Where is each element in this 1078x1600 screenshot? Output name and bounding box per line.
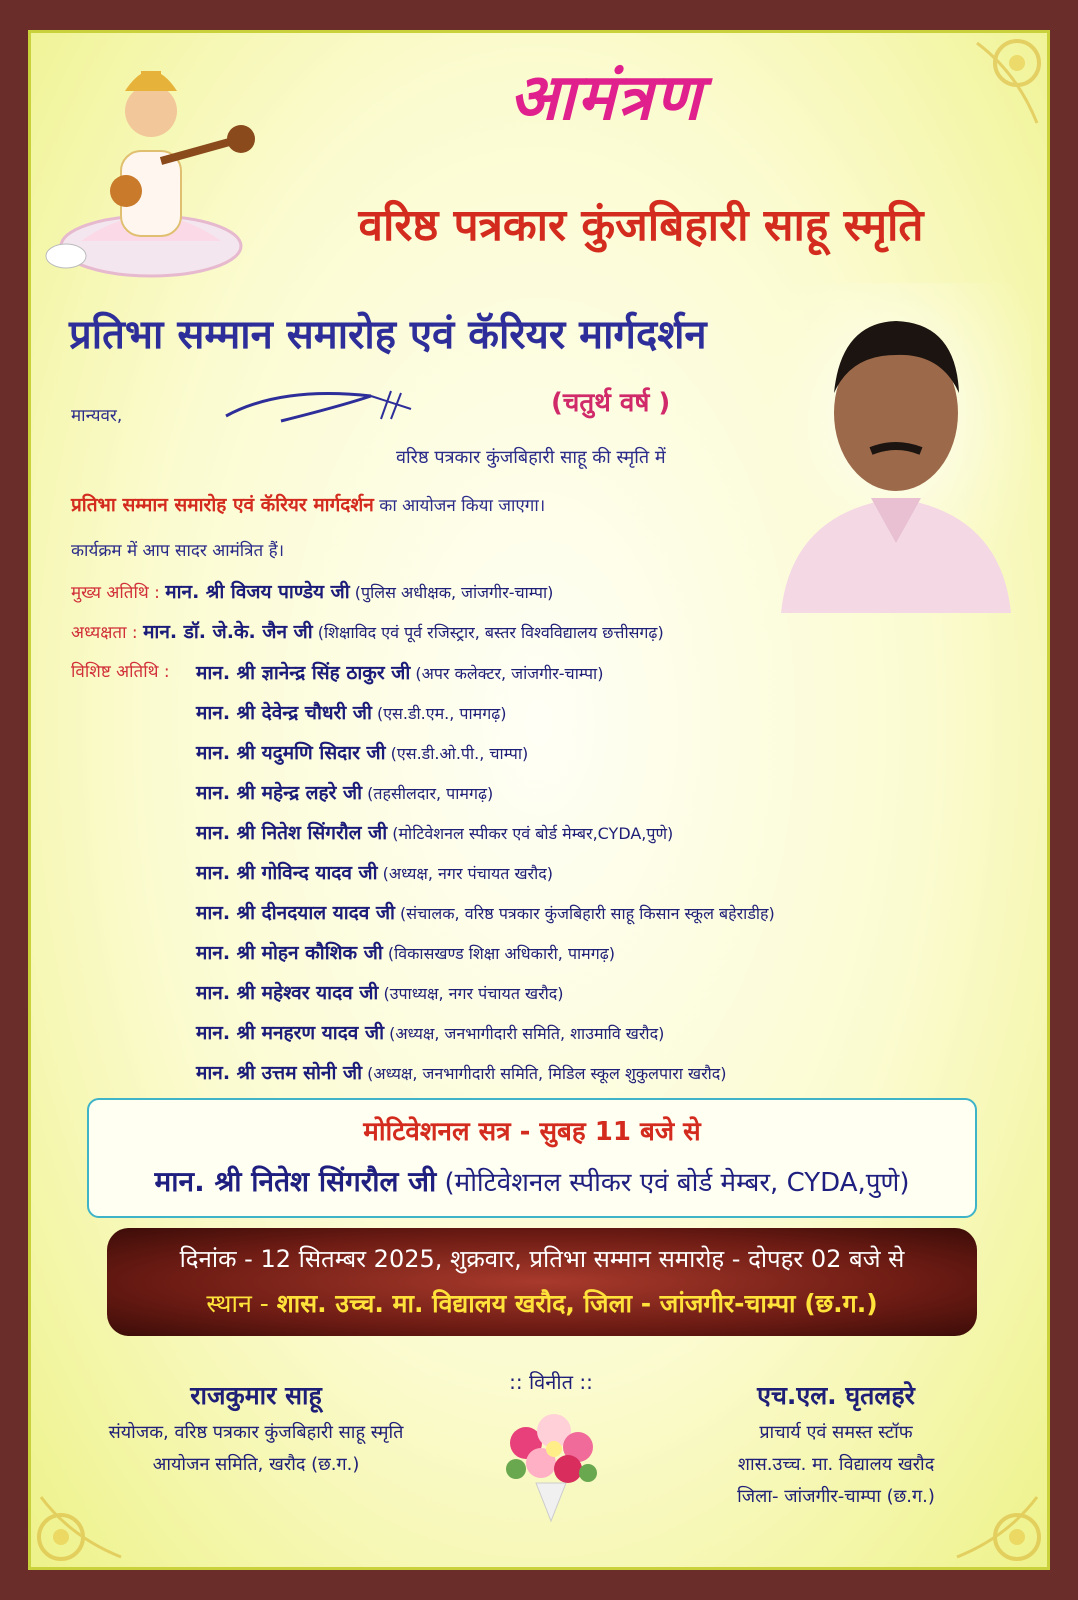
principal-school: शास.उच्च. मा. विद्यालय खरौद [737, 1454, 935, 1475]
footer-organizer [61, 1378, 451, 1476]
guest-desc: (उपाध्यक्ष, नगर पंचायत खरौद) [378, 984, 564, 1003]
special-guest-row [196, 899, 775, 925]
guest-desc: (विकासखण्ड शिक्षा अधिकारी, पामगढ़) [382, 944, 616, 963]
organizer-title: संयोजक, वरिष्ठ पत्रकार कुंजबिहारी साहू स्मृति [108, 1422, 404, 1443]
motivation-session-title: मोटिवेशनल सत्र - सुबह 11 बजे से [363, 1117, 701, 1147]
special-guest-label-text: विशिष्ट अतिथि : [71, 662, 170, 682]
event-heading: प्रतिभा सम्मान समारोह एवं कॅरियर मार्गदर्शन [69, 311, 707, 358]
guest-desc: (संचालक, वरिष्ठ पत्रकार कुंजबिहारी साहू किसान स्कूल बहेराडीह) [394, 904, 775, 923]
principal-district: जिला- जांजगीर-चाम्पा (छ.ग.) [737, 1486, 935, 1507]
guest-desc: (अध्यक्ष, नगर पंचायत खरौद) [377, 864, 553, 883]
guest-name: मान. श्री देवेन्द्र चौधरी जी [196, 702, 372, 724]
organizer-name: राजकुमार साहू [190, 1381, 322, 1410]
presidency-line [71, 618, 664, 644]
guest-desc: (अध्यक्ष, जनभागीदारी समिति, मिडिल स्कूल शुकुलपारा खरौद) [362, 1064, 727, 1083]
guest-name: मान. श्री मनहरण यादव जी [196, 1022, 384, 1044]
motivation-speaker-desc: (मोटिवेशनल स्पीकर एवं बोर्ड मेम्बर, CYDA,पुणे) [436, 1168, 910, 1198]
guest-desc: (मोटिवेशनल स्पीकर एवं बोर्ड मेम्बर,CYDA,पुणे) [387, 824, 674, 843]
footer-principal [671, 1378, 1001, 1508]
vineet-label: :: विनीत :: [509, 1370, 593, 1394]
presidency-desc: (शिक्षाविद एवं पूर्व रजिस्ट्रार, बस्तर विश्वविद्यालय छत्तीसगढ़) [312, 623, 664, 642]
principal-title: प्राचार्य एवं समस्त स्टॉफ [759, 1422, 913, 1443]
salutation: मान्यवर, [71, 406, 123, 426]
special-guest-row [196, 699, 506, 725]
special-guest-row [196, 779, 493, 805]
special-guest-row [196, 739, 528, 765]
guest-desc: (एस.डी.ओ.पी., चाम्पा) [385, 744, 529, 763]
portrait-photo [761, 283, 1031, 613]
guest-desc: (एस.डी.एम., पामगढ़) [371, 704, 507, 723]
chief-guest-line [71, 578, 553, 604]
guest-name: मान. श्री महेन्द्र लहरे जी [196, 782, 363, 804]
special-guest-row [196, 659, 603, 685]
guest-name: मान. श्री मोहन कौशिक जी [196, 942, 383, 964]
special-guest-row [196, 1019, 664, 1045]
motivation-session-box [87, 1098, 977, 1218]
special-guest-label [71, 659, 170, 682]
letter-line-1: वरिष्ठ पत्रकार कुंजबिहारी साहू की स्मृति में [396, 447, 666, 468]
event-name-highlight: प्रतिभा सम्मान समारोह एवं कॅरियर मार्गदर्शन [71, 494, 374, 516]
motivation-speaker-name: मान. श्री नितेश सिंगरौल जी [154, 1165, 437, 1198]
guest-name: मान. श्री महेश्वर यादव जी [196, 982, 379, 1004]
goddess-saraswati-image [41, 41, 261, 281]
memorial-heading: वरिष्ठ पत्रकार कुंजबिहारी साहू स्मृति [358, 200, 924, 251]
special-guest-row [196, 1059, 727, 1085]
guest-name: मान. श्री उत्तम सोनी जी [196, 1062, 363, 1084]
event-date-venue-box [107, 1228, 977, 1336]
motivation-speaker-line [89, 1162, 975, 1200]
invitation-title: आमंत्रण [509, 60, 703, 135]
venue-name: शास. उच्च. मा. विद्यालय खरौद, जिला - जांजगीर-चाम्पा (छ.ग.) [276, 1289, 878, 1318]
guest-desc: (अध्यक्ष, जनभागीदारी समिति, शाउमावि खरौद) [384, 1024, 665, 1043]
guest-name: मान. श्री दीनदयाल यादव जी [196, 902, 395, 924]
guest-desc: (तहसीलदार, पामगढ़) [362, 784, 494, 803]
chief-guest-desc: (पुलिस अधीक्षक, जांजगीर-चाम्पा) [349, 583, 554, 602]
letter-line-2-rest: का आयोजन किया जाएगा। [373, 496, 546, 516]
special-guest-row [196, 939, 615, 965]
principal-name: एच.एल. घृतलहरे [757, 1381, 915, 1410]
event-date-line: दिनांक - 12 सितम्बर 2025, शुक्रवार, प्रतिभा सम्मान समारोह - दोपहर 02 बजे से [179, 1245, 905, 1273]
flower-bouquet-image [496, 1403, 606, 1523]
letter-line-3: कार्यक्रम में आप सादर आमंत्रित हैं। [71, 541, 285, 561]
special-guest-row [196, 979, 564, 1005]
letter-line-2 [71, 491, 545, 517]
presidency-name: मान. डॉ. जे.के. जैन जी [143, 621, 313, 643]
organizer-committee: आयोजन समिति, खरौद (छ.ग.) [152, 1454, 360, 1475]
decorative-flourish [221, 381, 421, 426]
special-guest-row [196, 859, 553, 885]
event-venue-line [107, 1286, 977, 1320]
venue-label: स्थान - [206, 1289, 277, 1318]
special-guest-row [196, 819, 673, 845]
guest-name: मान. श्री ज्ञानेन्द्र सिंह ठाकुर जी [196, 662, 411, 684]
guest-desc: (अपर कलेक्टर, जांजगीर-चाम्पा) [410, 664, 604, 683]
chief-guest-name: मान. श्री विजय पाण्डेय जी [165, 581, 350, 603]
guest-name: मान. श्री यदुमणि सिदार जी [196, 742, 386, 764]
poster-body [28, 30, 1050, 1570]
chief-guest-label: मुख्य अतिथि : [71, 583, 166, 603]
presidency-label: अध्यक्षता : [71, 623, 144, 643]
floral-corner-decoration [917, 33, 1047, 163]
guest-name: मान. श्री नितेश सिंगरौल जी [196, 822, 388, 844]
edition-label: (चतुर्थ वर्ष ) [551, 388, 671, 418]
guest-name: मान. श्री गोविन्द यादव जी [196, 862, 378, 884]
